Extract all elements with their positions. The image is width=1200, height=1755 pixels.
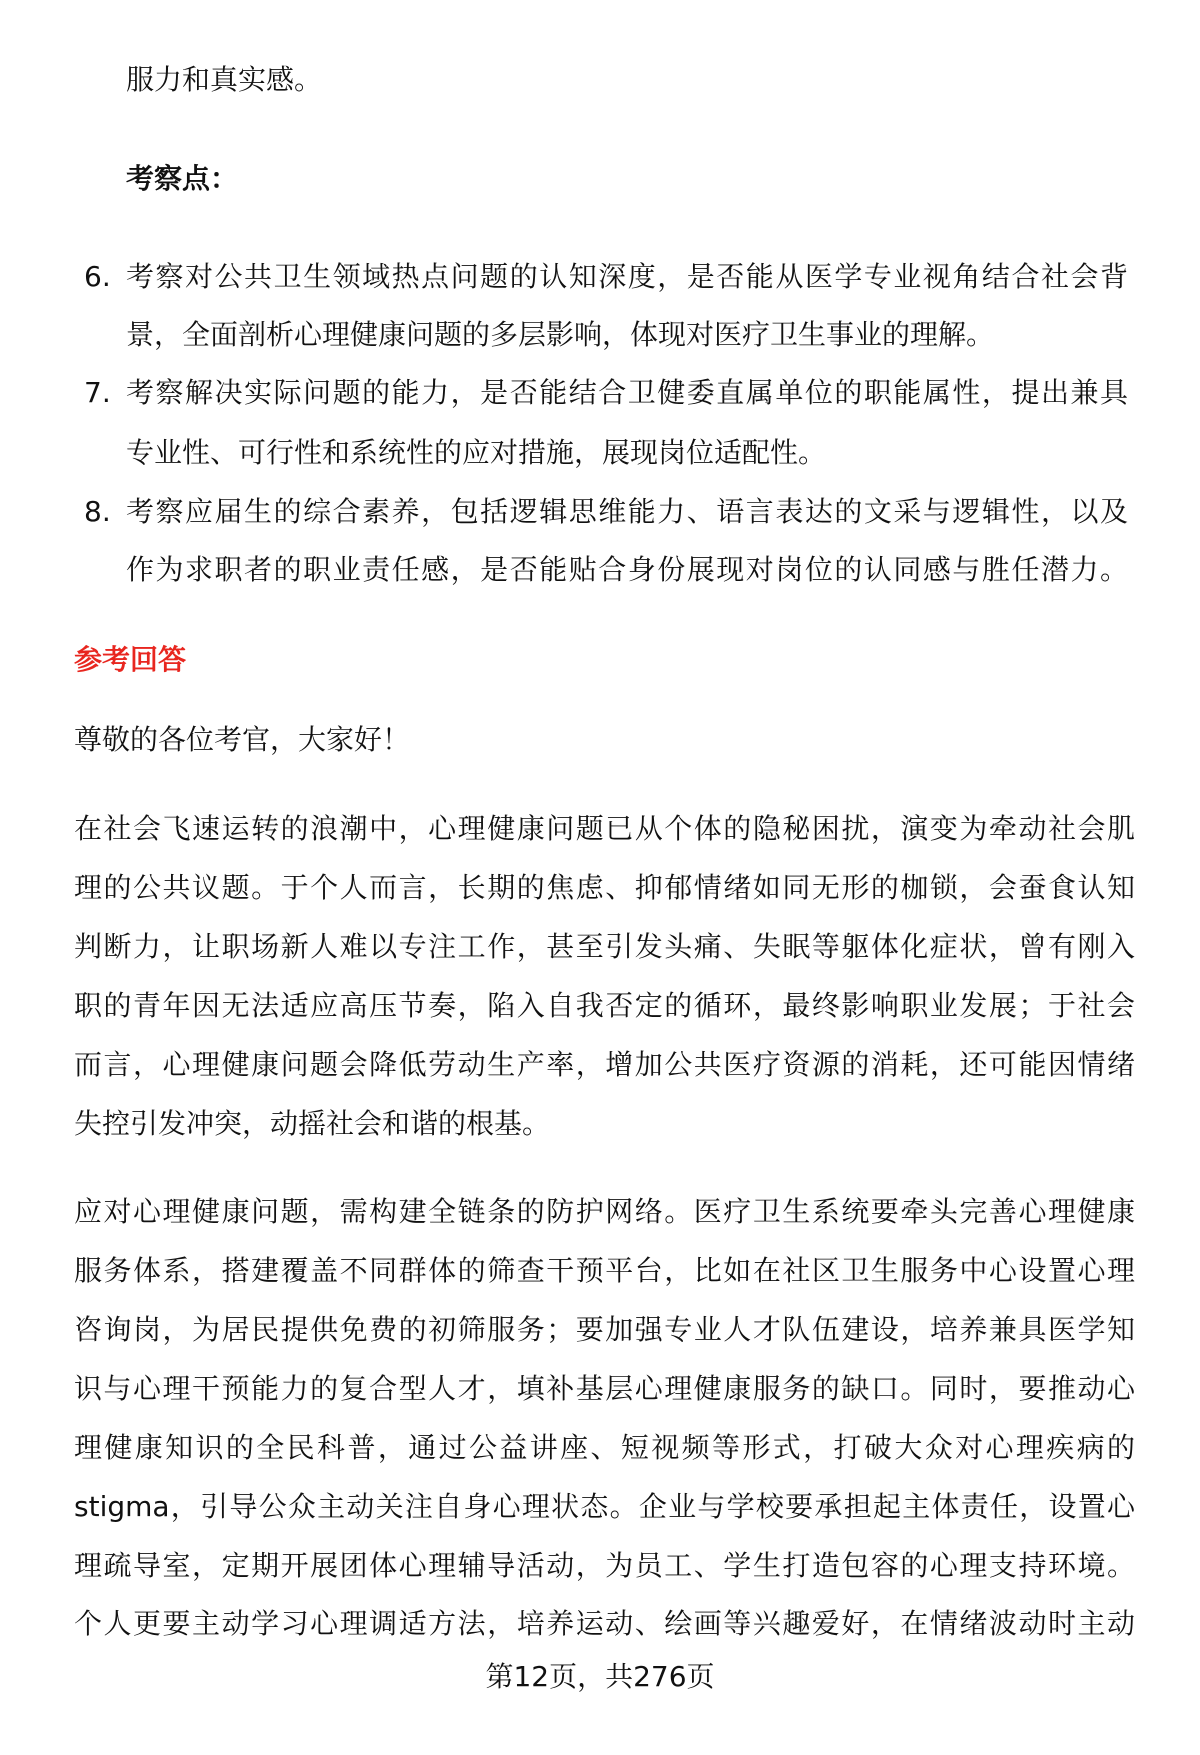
list-number: 6. xyxy=(84,260,111,293)
list-number: 7. xyxy=(84,376,111,409)
list-item-line: 作为求职者的职业责任感，是否能贴合身份展现对岗位的认同感与胜任潜力。 xyxy=(126,553,1128,586)
paragraph-line: 咨询岗，为居民提供免费的初筛服务；要加强专业人才队伍建设，培养兼具医学知 xyxy=(74,1313,1135,1346)
answer-heading: 参考回答 xyxy=(74,643,187,676)
list-number: 8. xyxy=(84,495,111,528)
intro-tail-text: 服力和真实感。 xyxy=(126,63,323,96)
exam-points-heading: 考察点： xyxy=(126,162,239,195)
list-item-line: 考察对公共卫生领域热点问题的认知深度，是否能从医学专业视角结合社会背 xyxy=(126,260,1128,293)
list-item-line: 景，全面剖析心理健康问题的多层影响，体现对医疗卫生事业的理解。 xyxy=(126,318,995,351)
paragraph-line: 在社会飞速运转的浪潮中，心理健康问题已从个体的隐秘困扰，演变为牵动社会肌 xyxy=(74,812,1135,845)
paragraph-line: 理疏导室，定期开展团体心理辅导活动，为员工、学生打造包容的心理支持环境。 xyxy=(74,1549,1135,1582)
list-item-line: 考察解决实际问题的能力，是否能结合卫健委直属单位的职能属性，提出兼具 xyxy=(126,376,1128,409)
paragraph-line: 而言，心理健康问题会降低劳动生产率，增加公共医疗资源的消耗，还可能因情绪 xyxy=(74,1048,1135,1081)
paragraph-line: 个人更要主动学习心理调适方法，培养运动、绘画等兴趣爱好，在情绪波动时主动 xyxy=(74,1607,1135,1640)
paragraph-line: 职的青年因无法适应高压节奏，陷入自我否定的循环，最终影响职业发展；于社会 xyxy=(74,989,1135,1022)
list-item-line: 专业性、可行性和系统性的应对措施，展现岗位适配性。 xyxy=(126,436,827,469)
paragraph-line: 判断力，让职场新人难以专注工作，甚至引发头痛、失眠等躯体化症状，曾有刚入 xyxy=(74,930,1135,963)
paragraph-line: 理健康知识的全民科普，通过公益讲座、短视频等形式，打破大众对心理疾病的 xyxy=(74,1431,1135,1464)
paragraph-line: 理的公共议题。于个人而言，长期的焦虑、抑郁情绪如同无形的枷锁，会蚕食认知 xyxy=(74,871,1135,904)
paragraph-line: 应对心理健康问题，需构建全链条的防护网络。医疗卫生系统要牵头完善心理健康 xyxy=(74,1195,1135,1228)
page-number: 第12页，共276页 xyxy=(485,1660,715,1693)
paragraph-line: 失控引发冲突，动摇社会和谐的根基。 xyxy=(74,1107,551,1140)
paragraph-line: 服务体系，搭建覆盖不同群体的筛查干预平台，比如在社区卫生服务中心设置心理 xyxy=(74,1254,1135,1287)
paragraph-line: stigma，引导公众主动关注自身心理状态。企业与学校要承担起主体责任，设置心 xyxy=(74,1490,1135,1523)
list-item-line: 考察应届生的综合素养，包括逻辑思维能力、语言表达的文采与逻辑性，以及 xyxy=(126,495,1128,528)
paragraph-line: 识与心理干预能力的复合型人才，填补基层心理健康服务的缺口。同时，要推动心 xyxy=(74,1372,1135,1405)
greeting-text: 尊敬的各位考官，大家好！ xyxy=(74,723,411,756)
